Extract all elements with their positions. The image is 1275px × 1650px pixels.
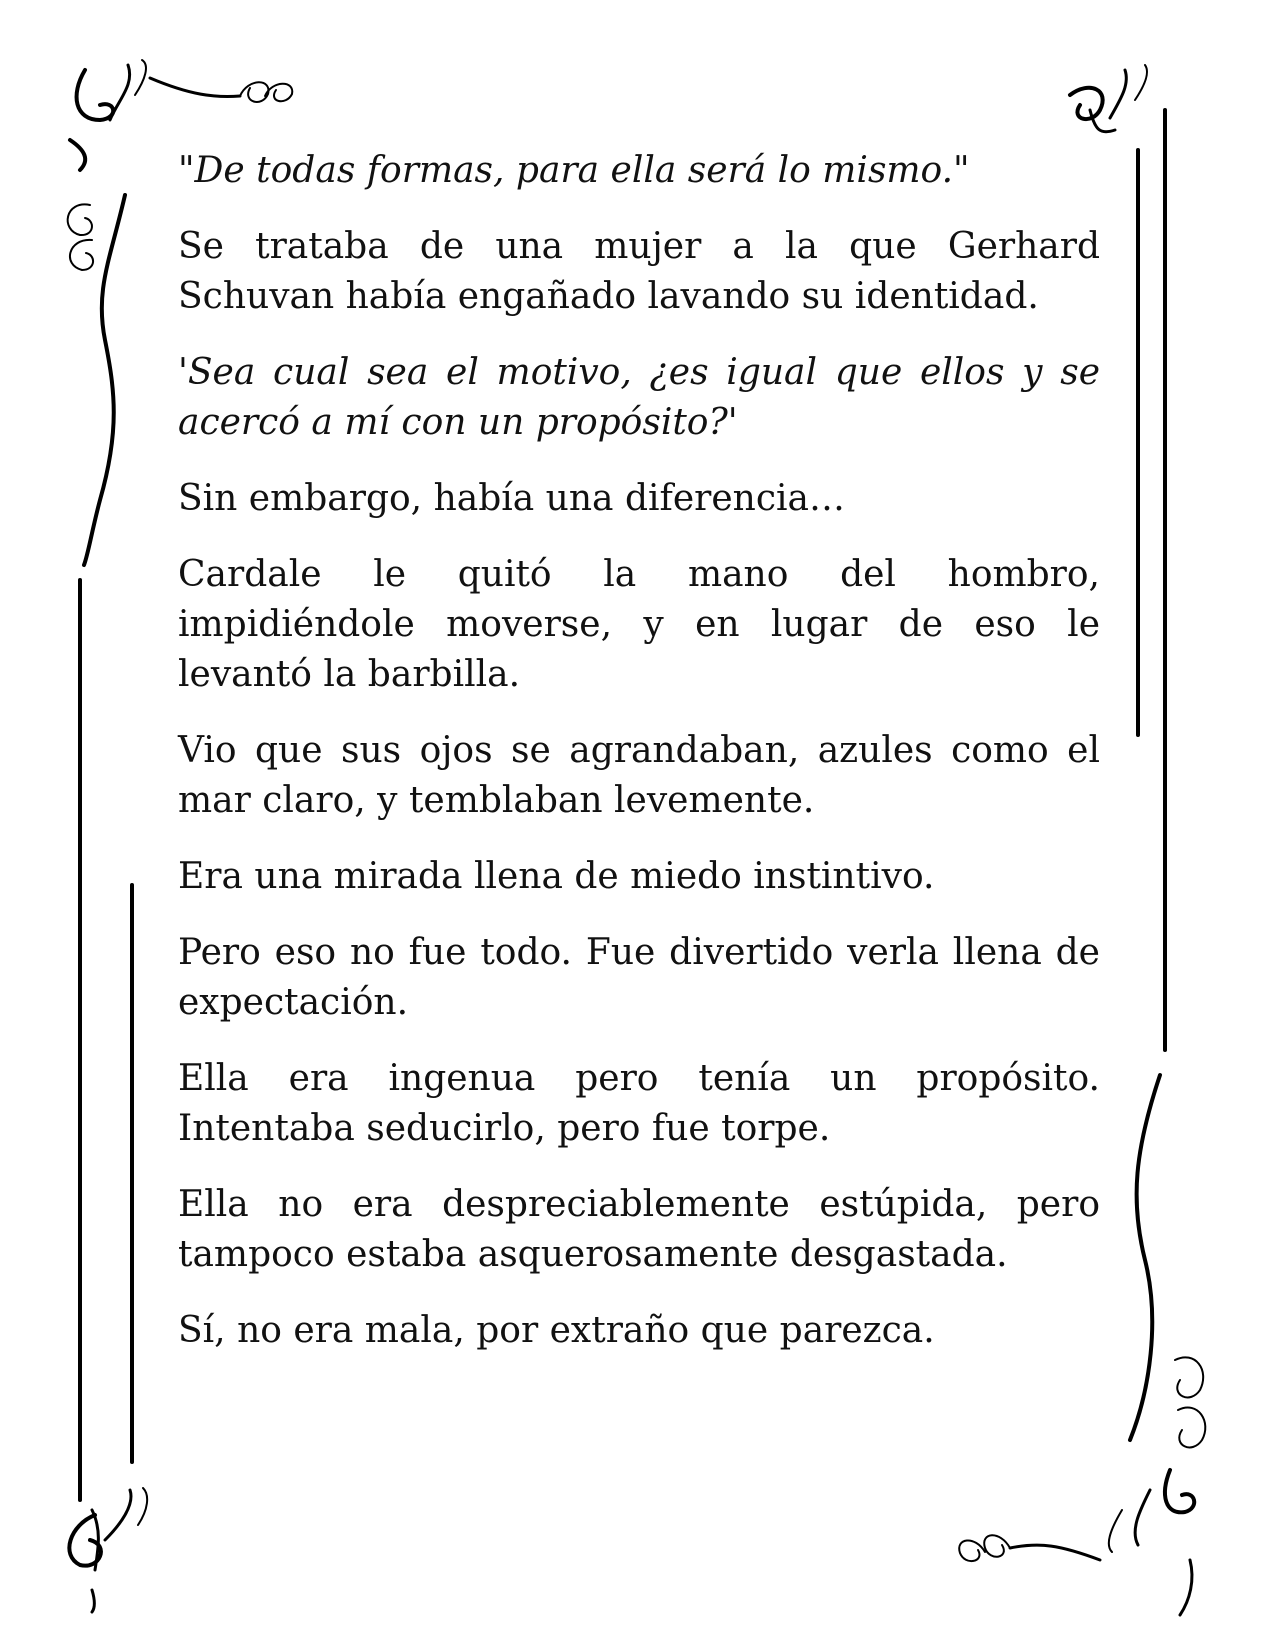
paragraph-7: Era una mirada llena de miedo instintivo. bbox=[178, 856, 935, 897]
paragraph-4: Sin embargo, había una diferencia… bbox=[178, 478, 845, 519]
paragraph-2: Se trataba de una mujer a la que Gerhard Schuvan había engañado lavando su identidad. bbox=[178, 226, 1100, 317]
paragraph-6: Vio que sus ojos se agrandaban, azules como el mar claro, y temblaban levemente. bbox=[178, 730, 1100, 821]
paragraph-1: "De todas formas, para ella será lo mismo." bbox=[178, 150, 970, 191]
paragraph-3: 'Sea cual sea el motivo, ¿es igual que ellos y se acercó a mí con un propósito?' bbox=[178, 352, 1100, 443]
paragraph-10: Ella no era despreciablemente estúpida, pero tampoco estaba asquerosamente desgastada. bbox=[178, 1184, 1100, 1275]
paragraph-9: Ella era ingenua pero tenía un propósito. Intentaba seducirlo, pero fue torpe. bbox=[178, 1058, 1100, 1149]
story-text bbox=[178, 146, 1100, 1382]
flourish-bottom-left-icon bbox=[69, 1488, 147, 1612]
paragraph-5: Cardale le quitó la mano del hombro, impidiéndole moverse, y en lugar de eso le levantó la barbilla. bbox=[178, 554, 1100, 695]
paragraph-11: Sí, no era mala, por extraño que parezca. bbox=[178, 1310, 935, 1351]
paragraph-8: Pero eso no fue todo. Fue divertido verla llena de expectación. bbox=[178, 932, 1100, 1023]
